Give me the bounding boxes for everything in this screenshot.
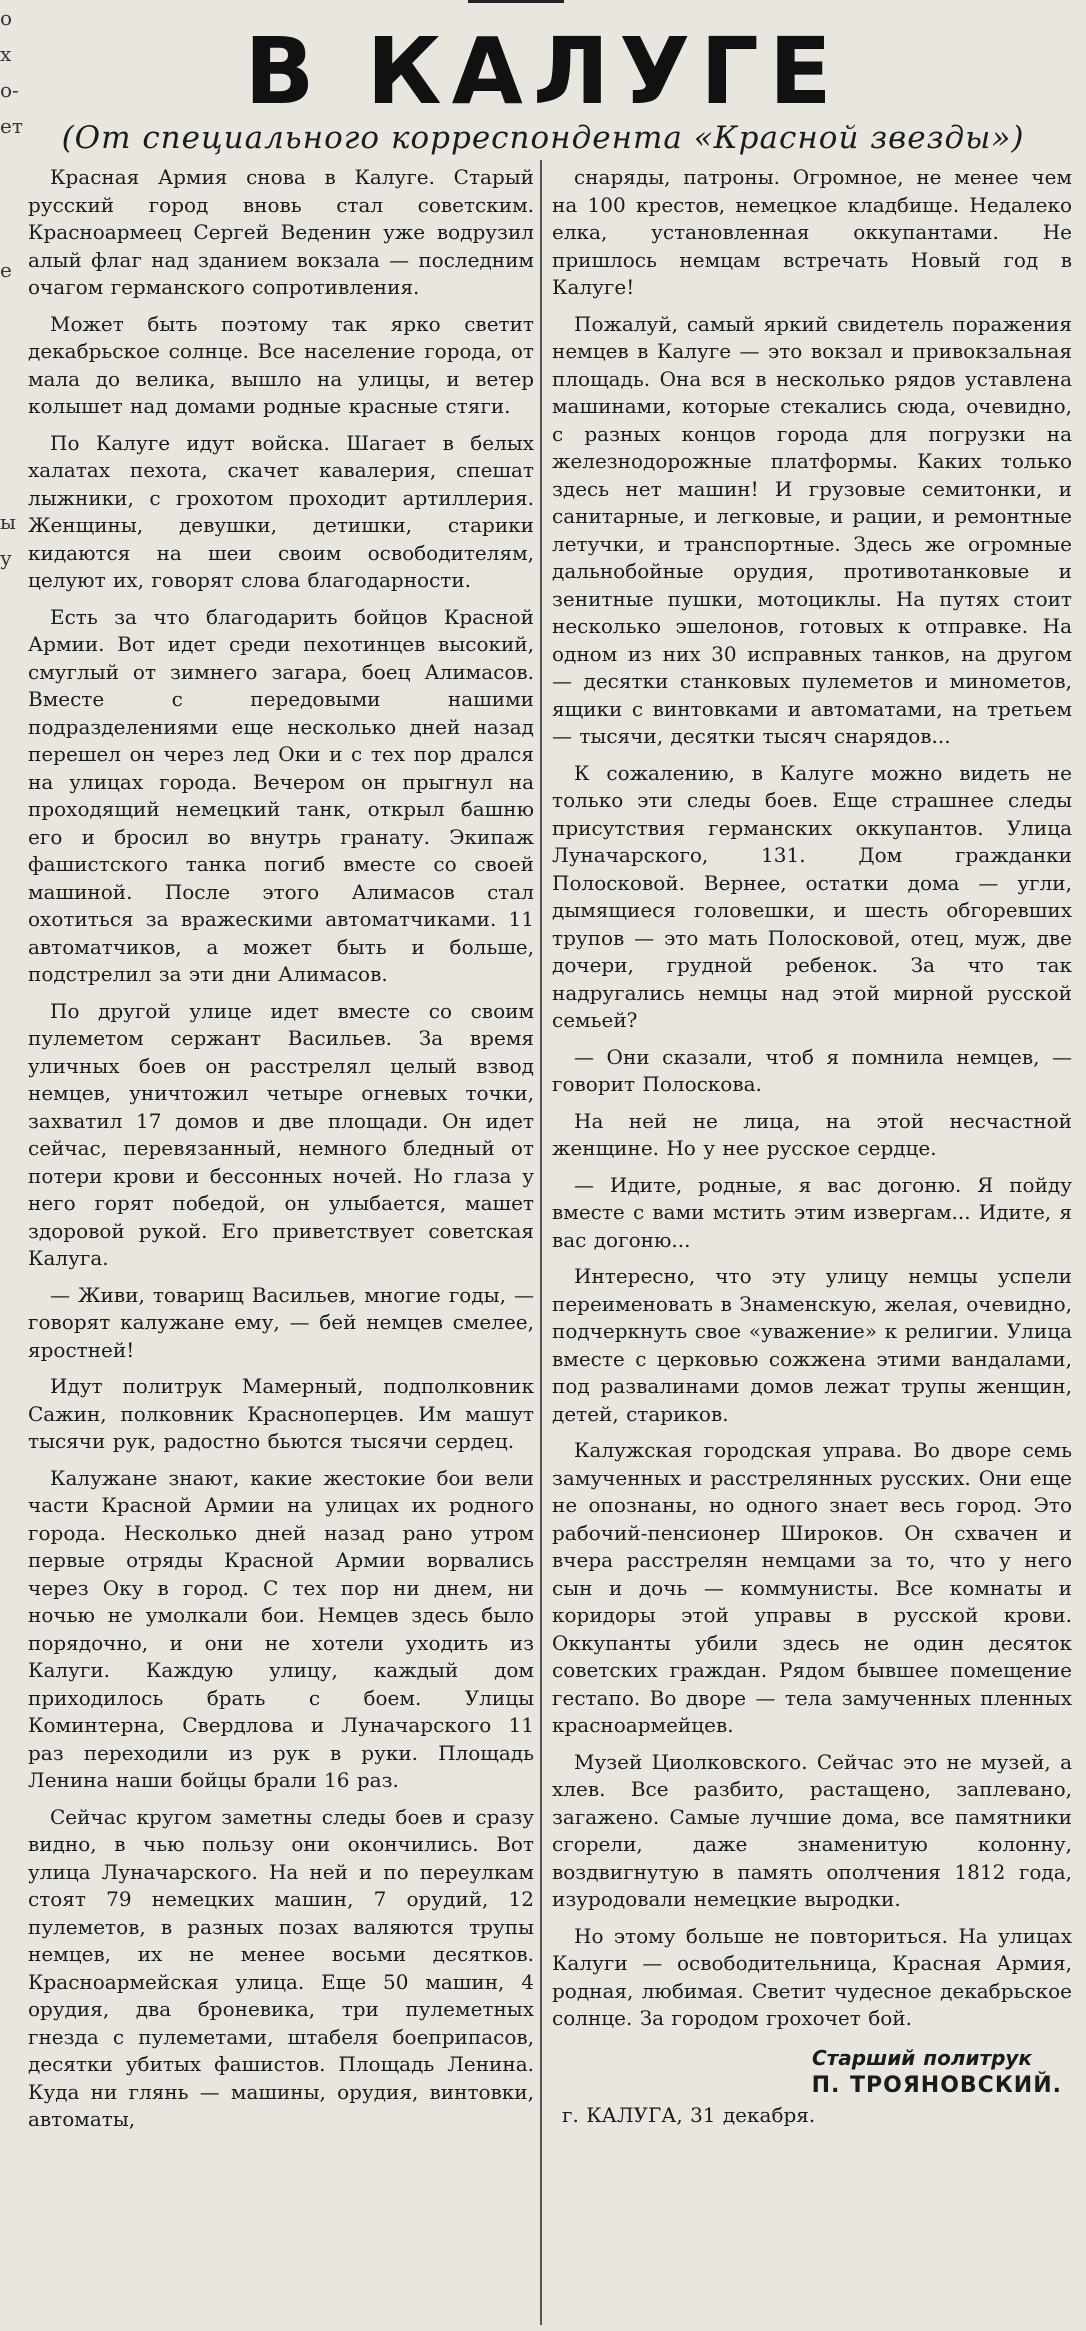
article-paragraph: — Живи, товарищ Васильев, многие годы, — говорят калужане ему, — бей немцев смелее, яростней! [28,1282,534,1362]
article-paragraph: Идут политрук Мамерный, подполковник Сажин, полковник Красноперцев. Им машут тысячи рук, радостно бьются тысячи сердец. [28,1374,534,1453]
dateline: г. КАЛУГА, 31 декабря. [562,2102,816,2127]
edge-fragment [0,180,18,216]
article-paragraph: Интересно, что эту улицу немцы успели переименовать в Знаменскую, желая, очевидно, подчеркнуть свое «уважение» к религии. Улица вместе с церковью сожжена этими вандалами, под развалинами домов лежат трупы женщин, детей, стариков. [552,1264,1072,1426]
edge-fragment [0,324,18,360]
article-paragraph: Но этому больше не повториться. На улицах Калуги — освободительница, Красная Армия, родная, любимая. Светит чудесное декабрьское солнце. За городом грохочет бой. [552,1923,1072,2030]
edge-fragment: е [0,258,12,282]
article-paragraph: Может быть поэтому так ярко светит декабрьское солнце. Все население города, от мала до велика, вышло на улицы, и ветер колышет над домами родные красные стяги. [28,311,534,418]
article-paragraph: Красная Армия снова в Калуге. Старый русский город вновь стал советским. Красноармеец Сергей Веденин уже водрузил алый флаг над зданием вокзала — последним очагом германского сопротивления. [28,165,534,299]
edge-fragment [0,288,18,324]
article-paragraph: — Они сказали, чтоб я помнила немцев, — говорит Полоскова. [552,1044,1072,1096]
article-paragraph: На ней не лица, на этой несчастной женщине. Но у нее русское сердце. [552,1108,1072,1160]
edge-fragment: ет [0,114,23,138]
article-paragraph: Калужане знают, какие жестокие бои вели части Красной Армии на улицах их родного города. Несколько дней назад рано утром первые отряды Красной Армии ворвались через Оку в город. С тех пор ни днем, ни ночью не умолкали бои. Немцев здесь было порядочно, и они не хотели уходить из Калуги. Каждую улицу, каждый дом приходилось брать с боем. Улицы Коминтерна, Свердлова и Луначарского 11 раз переходили из рук в руки. Площадь Ленина наши бойцы брали 16 раз. [28,1465,534,1792]
edge-fragment [0,360,18,396]
signature-title: Старший политрук [811,2045,1032,2070]
edge-fragment [0,216,18,252]
article-paragraph: Пожалуй, самый яркий свидетель поражения немцев в Калуге — это вокзал и привокзальная площадь. Она вся в несколько рядов уставлена машинами, которые стекались сюда, очевидно, с разных концов города для погрузки на железнодорожные платформы. Каких только здесь нет машин! И грузовые семитонки, и санитарные, и легковые, и рации, и ремонтные летучки, и транспортные. Здесь же огромные дальнобойные орудия, противотанковые и зенитные пушки, мотоциклы. На путях стоит несколько эшелонов, готовых к отправке. На одном из них 30 исправных танков, на другом — десятки станковых пулеметов и минометов, ящики с винтовками и автоматами, на третьем — тысячи, десятки тысяч снарядов... [552,311,1072,748]
left-column [28,164,534,2324]
edge-fragment: х [0,42,12,66]
column-divider [540,160,542,2325]
edge-fragment [0,468,18,504]
article-paragraph: Есть за что благодарить бойцов Красной Армии. Вот идет среди пехотинцев высокий, смуглый от зимнего загара, боец Алимасов. Вместе с передовыми нашими подразделениями еще несколько дней назад перешел он через лед Оки и с тех пор дрался на улицах города. Вечером он прыгнул на проходящий немецкий танк, открыл башню его и бросил во внутрь гранату. Экипаж фашистского танка погиб вместе со своей машиной. После этого Алимасов стал охотиться за вражескими автоматчиками. 11 автоматчиков, а может быть и больше, подстрелил за эти дни Алимасов. [28,604,534,986]
article-paragraph: По Калуге идут войска. Шагает в белых халатах пехота, скачет кавалерия, спешат лыжники, с грохотом проходит артиллерия. Женщины, девушки, детишки, старики кидаются на шеи своим освободителям, целуют их, говорят слова благодарности. [28,430,534,592]
article-headline: В КАЛУГЕ [244,18,842,125]
article-paragraph: Сейчас кругом заметны следы боев и сразу видно, в чью пользу они окончились. Вот улица Луначарского. На ней и по переулкам стоят 79 немецких машин, 7 орудий, 12 пулеметов, в разных позах валяются трупы немцев, их не менее восьми десятков. Красноармейская улица. Еще 50 машин, 4 орудия, два броневика, три пулеметных гнезда с пулеметами, штабеля боеприпасов, десятки убитых фашистов. Площадь Ленина. Куда ни глянь — машины, орудия, винтовки, автоматы, [28,1804,534,2131]
edge-fragment: о [0,6,13,30]
article-paragraph: Музей Циолковского. Сейчас это не музей, а хлев. Все разбито, растащено, заплевано, загажено. Самые лучшие дома, все памятники сгорели, даже знаменитую колонну, воздвигнутую в память ополчения 1812 года, изуродовали немецкие выродки. [552,1749,1072,1911]
article-paragraph: По другой улице идет вместе со своим пулеметом сержант Васильев. За время уличных боев он расстрелял целый взвод немцев, уничтожил четыре огневых точки, захватил 17 домов и две площади. Он идет сейчас, перевязанный, немного бледный от потери крови и бессонных ночей. Но глаза у него горят победой, он улыбается, машет здоровой рукой. Его приветствует советская Калуга. [28,998,534,1270]
article-paragraph: Калужская городская управа. Во дворе семь замученных и расстрелянных русских. Они еще не опознаны, но одного знает весь город. Это рабочий-пенсионер Широков. Он схвачен и вчера расстрелян немцами за то, что у него сын и дочь — коммунисты. Все комнаты и коридоры этой управы в русской крови. Оккупанты убили здесь не один десяток советских граждан. Рядом бывшее помещение гестапо. Во дворе — тела замученных пленных красноармейцев. [552,1438,1072,1737]
right-column [552,164,1072,2324]
signature-name: П. ТРОЯНОВСКИЙ. [811,2073,1062,2098]
edge-fragment [0,432,18,468]
edge-fragment: ы [0,510,16,534]
top-rule [468,0,564,3]
article-paragraph: снаряды, патроны. Огромное, не менее чем на 100 крестов, немецкое кладбище. Недалеко елка, установленная оккупантами. Не пришлось немцам встречать Новый год в Калуге! [552,165,1072,299]
article-subtitle: (От специального корреспондента «Красной звезды») [61,120,1025,156]
edge-fragment: у [0,546,12,570]
article-paragraph: К сожалению, в Калуге можно видеть не только эти следы боев. Еще страшнее следы присутствия германских оккупантов. Улица Луначарского, 131. Дом гражданки Полосковой. Вернее, остатки дома — угли, дымящиеся головешки, и шесть обгоревших трупов — это мать Полосковой, отец, муж, две дочери, грудной ребенок. За что так надругались немцы над этой мирной русской семьей? [552,760,1072,1032]
edge-fragment [0,396,18,432]
article-paragraph: — Идите, родные, я вас догоню. Я пойду вместе с вами мстить этим извергам... Идите, я вас догоню... [552,1172,1072,1252]
edge-fragment: о- [0,78,19,102]
